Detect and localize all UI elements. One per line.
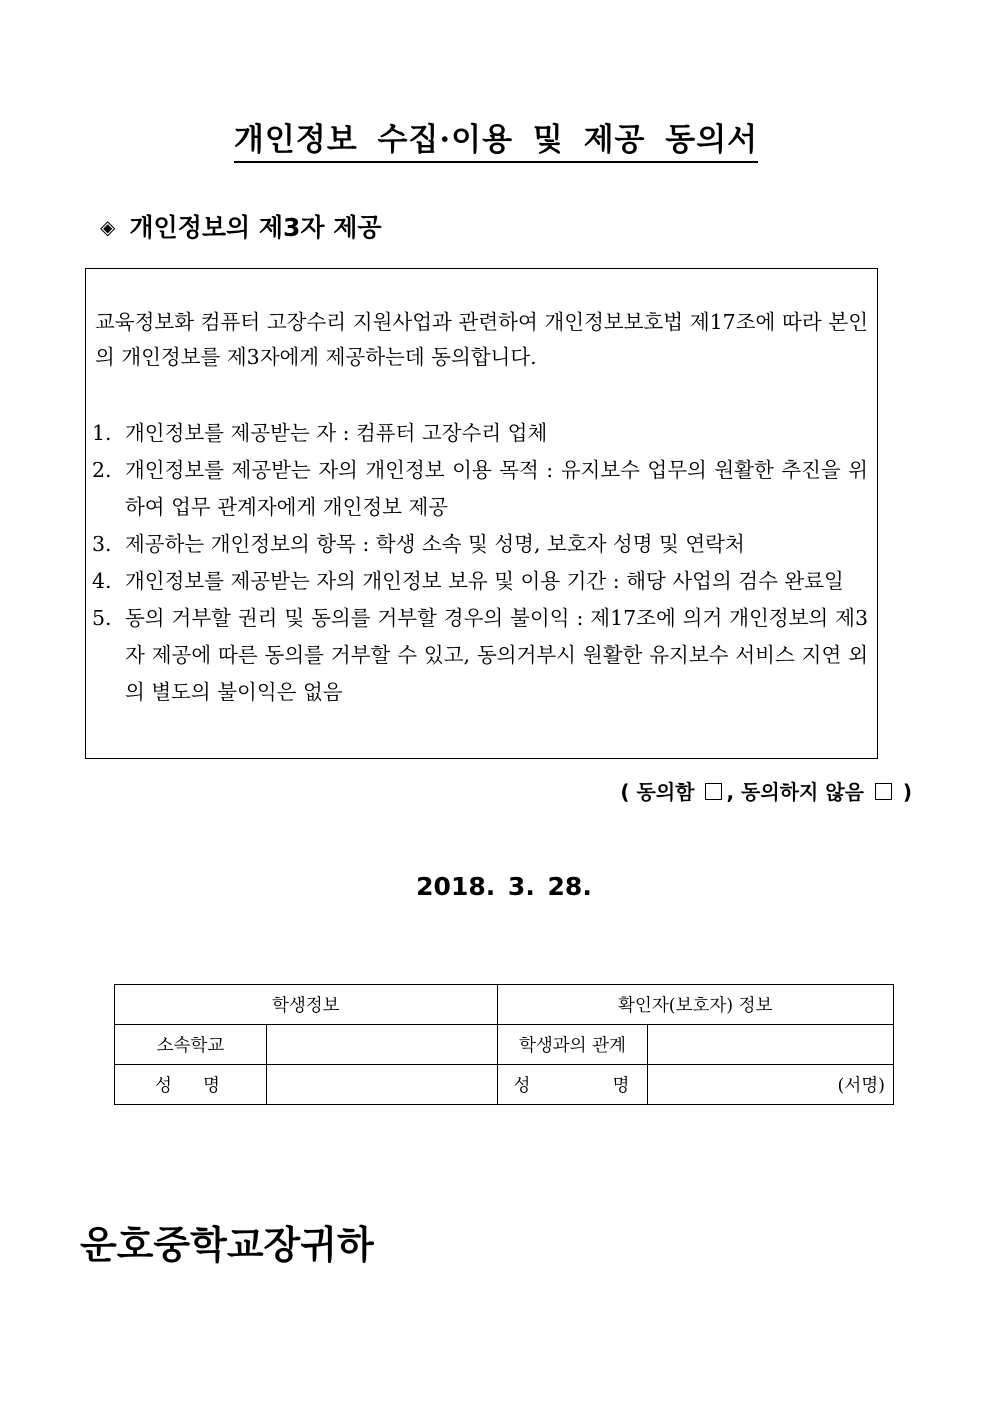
diamond-bullet-icon: ◈ — [100, 215, 116, 239]
table-row — [115, 1025, 894, 1065]
section-heading-text: 개인정보의 제3자 제공 — [129, 213, 382, 242]
consent-agree-label: ( 동의함 — [620, 780, 695, 804]
list-item: 4. 개인정보를 제공받는 자의 개인정보 보유 및 이용 기간 : 해당 사업의 검수 완료일 — [92, 569, 844, 593]
consent-choice — [620, 776, 912, 805]
consent-items-list — [92, 415, 868, 711]
addressee: 운호중학교장귀하 — [80, 1223, 374, 1267]
signature-label: (서명) — [837, 1076, 885, 1096]
guardian-signature-input[interactable] — [648, 1065, 894, 1105]
signature-table — [114, 984, 894, 1105]
agree-checkbox[interactable] — [705, 783, 722, 800]
list-item: 5. 동의 거부할 권리 및 동의를 거부할 경우의 불이익 : 제17조에 의거 개인정보의 제3자 제공에 따른 동의를 거부할 수 있고, 동의거부시 원활한 유지보수 서비스 지연 외의 별도의 불이익은 없음 — [92, 606, 868, 704]
list-item: 2. 개인정보를 제공받는 자의 개인정보 이용 목적 : 유지보수 업무의 원활한 추진을 위하여 업무 관계자에게 개인정보 제공 — [92, 458, 868, 519]
student-info-header: 학생정보 — [115, 985, 498, 1025]
intro-text: 교육정보화 컴퓨터 고장수리 지원사업과 관련하여 개인정보보호법 제17조에 따라 본인의 개인정보를 제3자에게 제공하는데 동의합니다. — [95, 310, 868, 369]
table-row — [115, 1065, 894, 1105]
relation-input[interactable] — [648, 1025, 894, 1065]
disagree-checkbox[interactable] — [875, 783, 892, 800]
guardian-name-label: 성 명 — [497, 1065, 648, 1105]
consent-close-paren: ) — [902, 780, 912, 804]
guardian-info-header: 확인자(보호자) 정보 — [497, 985, 893, 1025]
table-row — [115, 985, 894, 1025]
relation-label: 학생과의 관계 — [497, 1025, 648, 1065]
student-name-label: 성 명 — [115, 1065, 267, 1105]
document-date: 2018. 3. 28. — [416, 872, 592, 901]
school-label: 소속학교 — [115, 1025, 267, 1065]
school-input[interactable] — [266, 1025, 497, 1065]
consent-details-box — [85, 268, 878, 759]
list-item: 1. 개인정보를 제공받는 자 : 컴퓨터 고장수리 업체 — [92, 421, 548, 445]
consent-disagree-label: , 동의하지 않음 — [726, 780, 864, 804]
section-heading — [100, 208, 382, 244]
student-name-input[interactable] — [266, 1065, 497, 1105]
list-item: 3. 제공하는 개인정보의 항목 : 학생 소속 및 성명, 보호자 성명 및 연락처 — [92, 532, 745, 556]
intro-paragraph — [95, 305, 868, 375]
document-title: 개인정보 수집·이용 및 제공 동의서 — [0, 114, 992, 159]
